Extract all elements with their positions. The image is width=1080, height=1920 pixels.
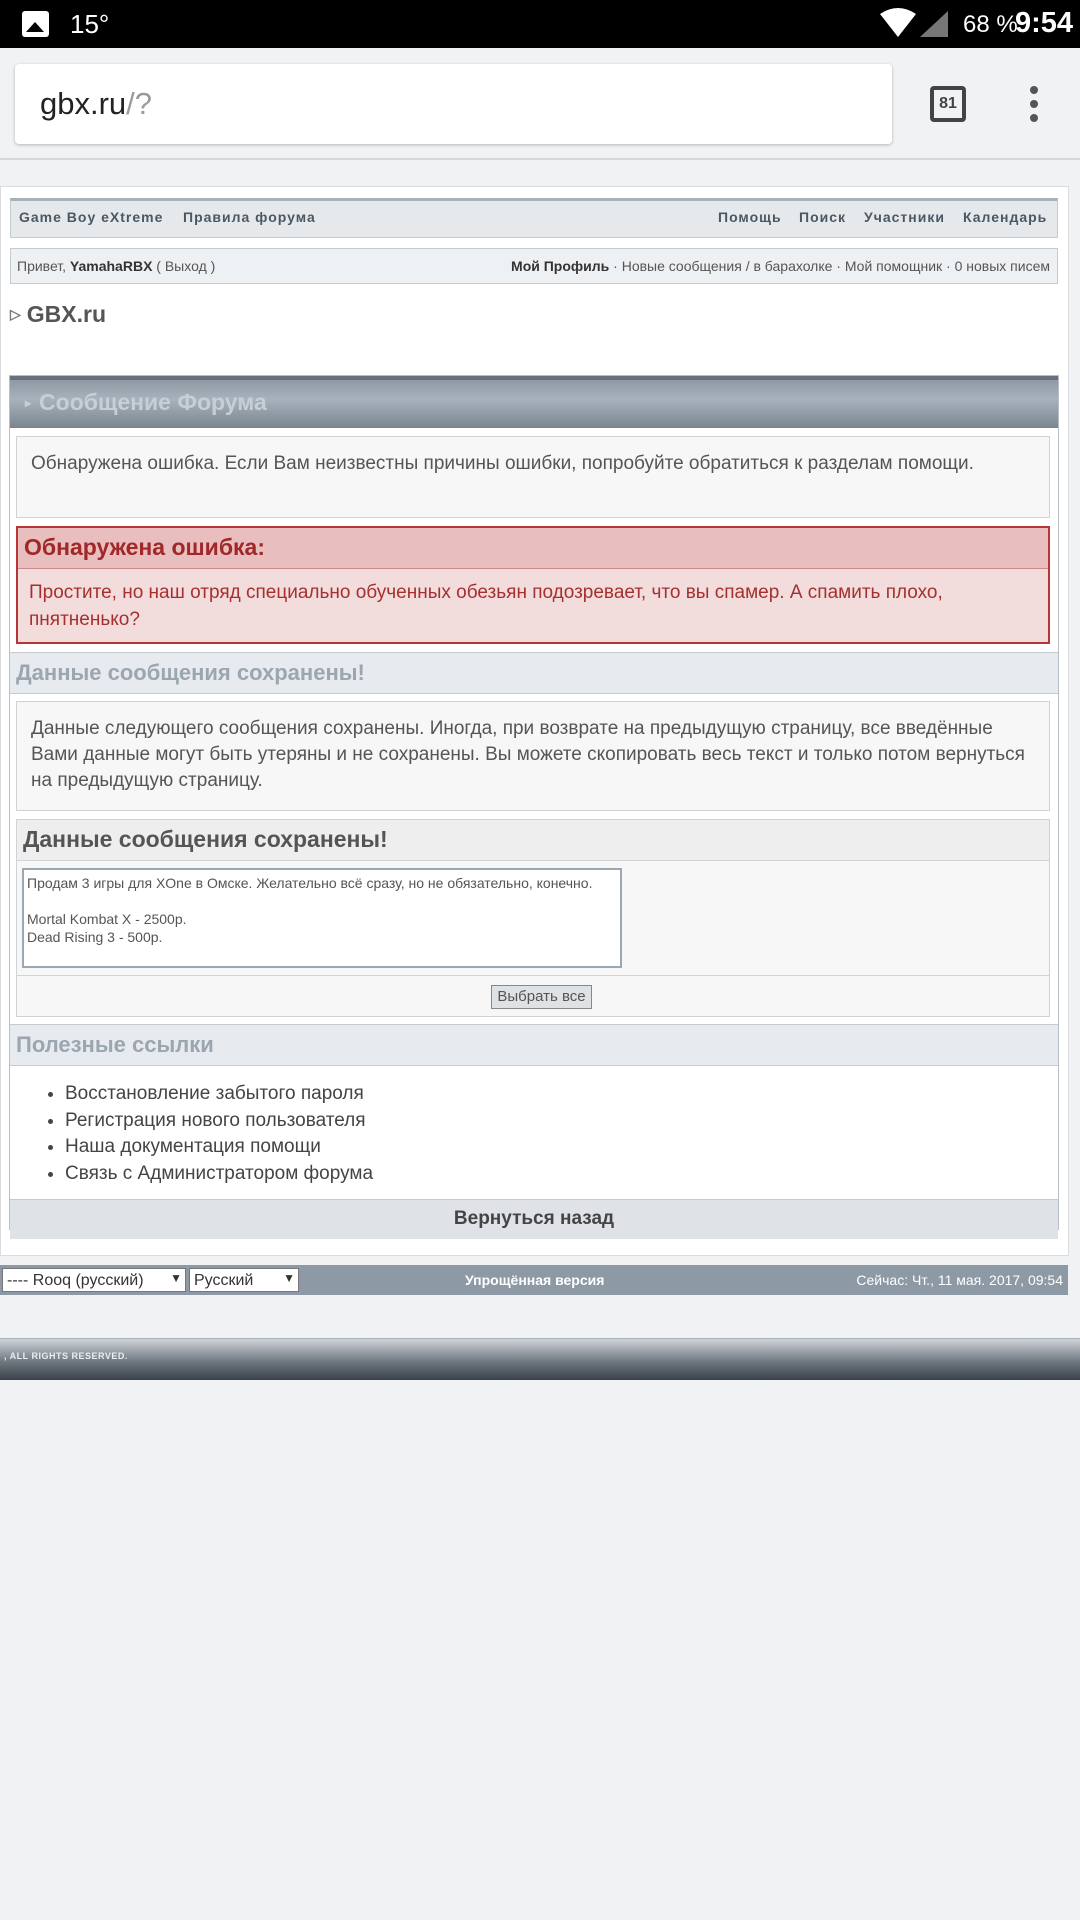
nav-link-rules[interactable]: Правила форума (183, 209, 316, 225)
address-bar[interactable] (15, 64, 892, 144)
saved-message-title: Данные сообщения сохранены! (17, 820, 1049, 861)
saved-message-textarea[interactable] (22, 868, 622, 968)
footer-bar (0, 1265, 1068, 1295)
useful-links-header: Полезные ссылки (10, 1024, 1058, 1066)
my-profile-link[interactable]: Мой Профиль (511, 258, 610, 274)
site-title[interactable]: ▷ GBX.ru (10, 301, 107, 327)
link-contact-admin[interactable]: • Связь с Администратором форума (65, 1161, 1058, 1188)
dropdown-arrow-icon: ▼ (170, 1271, 182, 1285)
image-notification-icon (22, 11, 49, 37)
triangle-icon: ▷ (10, 306, 21, 322)
link-registration[interactable]: • Регистрация нового пользователя (65, 1108, 1058, 1135)
useful-links-list (10, 1069, 1058, 1204)
forum-message-box (9, 375, 1059, 1230)
browser-toolbar (0, 48, 1080, 160)
forum-message-header: ▸ Сообщение Форума (10, 376, 1058, 428)
temperature: 15° (70, 9, 110, 39)
go-back-button[interactable]: Вернуться назад (10, 1199, 1058, 1239)
clock: 9:54 (1015, 7, 1074, 39)
select-all-button[interactable]: Выбрать все (491, 985, 592, 1009)
saved-message-panel (16, 819, 1050, 1017)
url-text: gbx.ru/? (40, 86, 153, 121)
skin-select[interactable] (2, 1268, 186, 1292)
error-box (16, 526, 1050, 644)
nav-link-members[interactable]: Участники (864, 209, 945, 225)
nav-link-search[interactable]: Поиск (799, 209, 847, 225)
copyright-text: , ALL RIGHTS RESERVED. (4, 1351, 128, 1361)
dropdown-arrow-icon: ▼ (283, 1271, 295, 1285)
nav-link-help[interactable]: Помощь (718, 209, 782, 225)
lite-version-link[interactable]: Упрощённая версия (465, 1272, 605, 1288)
saved-data-info: Данные следующего сообщения сохранены. Иногда, при возврате на предыдущую страницу, все введённые Вами данные могут быть утеряны и не сохранены. Вы можете скопировать весь текст и только потом вернуться на предыдущую страницу. (16, 701, 1050, 811)
wifi-icon (880, 8, 916, 38)
error-message: Простите, но наш отряд специально обученных обезьян подозревает, что вы спамер. А спамить плохо, пнятненько? (29, 582, 943, 630)
link-password-recovery[interactable]: • Восстановление забытого пароля (65, 1081, 1058, 1108)
browser-menu-icon[interactable] (1030, 86, 1038, 122)
user-links (511, 258, 1050, 274)
divider (17, 975, 1049, 976)
user-bar (10, 248, 1058, 284)
cell-signal-icon (920, 11, 948, 37)
nav-link-home[interactable]: Game Boy eXtreme (19, 209, 164, 225)
nav-link-calendar[interactable]: Календарь (963, 209, 1048, 225)
greeting: Привет, YamahaRBX ( Выход ) (17, 258, 216, 274)
current-time: Сейчас: Чт., 11 мая. 2017, 09:54 (856, 1272, 1063, 1288)
copyright-bar (0, 1338, 1080, 1380)
forum-page (0, 186, 1069, 1256)
logout-link[interactable]: ( Выход ) (156, 258, 216, 274)
battery-level: 68 % (963, 11, 1018, 38)
link-help-docs[interactable]: • Наша документация помощи (65, 1134, 1058, 1161)
language-select[interactable] (189, 1268, 299, 1292)
error-title: Обнаружена ошибка: (18, 528, 1048, 569)
top-navigation (10, 198, 1058, 238)
user-quick-links[interactable]: · Новые сообщения / в барахолке · Мой помощник · 0 новых писем (609, 258, 1050, 274)
status-bar (0, 0, 1080, 48)
saved-data-header: Данные сообщения сохранены! (10, 652, 1058, 694)
tab-switcher-button[interactable]: 81 (930, 86, 966, 122)
error-info-text: Обнаружена ошибка. Если Вам неизвестны причины ошибки, попробуйте обратиться к разделам помощи. (16, 436, 1050, 518)
username-link[interactable]: YamahaRBX (69, 258, 153, 274)
